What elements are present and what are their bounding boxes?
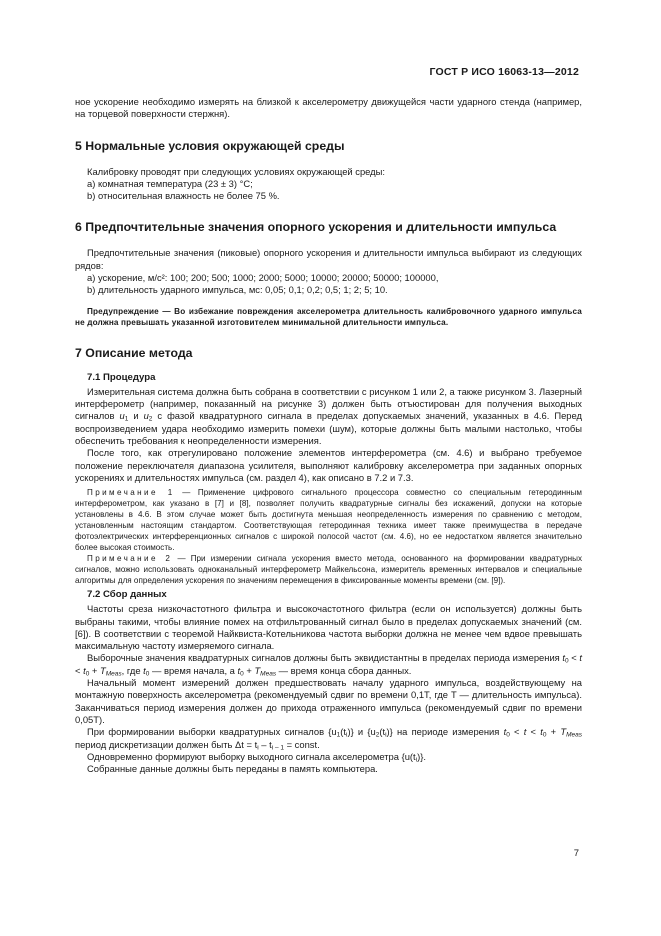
section-5-item-b: b) относительная влажность не более 75 %. [87, 190, 280, 202]
section-5-item-a: a) комнатная температура (23 ± 3) °С; [87, 177, 253, 189]
paragraph-7-2-3: Начальный момент измерений должен предшествовать началу ударного импульса, воздействующему на монтажную поверхность акселерометра (рекомендуемый сдвиг по времени 0,1T, где T — длительность импульса). Заканчиваться период измерения должен до прихода отраженного импульса (рекомендуемый сдвиг по времени 0,05T). [75, 677, 582, 725]
section-6-title: 6 Предпочтительные значения опорного ускорения и длительности импульса [75, 220, 557, 235]
page-number: 7 [573, 848, 579, 859]
warning-note: Предупреждение — Во избежание повреждения акселерометра длительность калибровочного ударного импульса не должна превышать указанной изготовителем минимальной длительности импульса. [75, 306, 582, 328]
paragraph-7-2-4: При формировании выборки квадратурных сигналов $\{u_1(t_i)\}$ и $\{u_2(t_i)\}$ на периоде измерения $t_0 < t < t_0 + T_{Meas}$ период дискретизации должен быть $\Delta t = t_i - t_{i - 1}$ = const. [75, 726, 583, 751]
intro-paragraph: ное ускорение необходимо измерять на близкой к акселерометру движущейся части ударного стенда (например, на торцевой поверхности стержня). [75, 96, 582, 120]
section-5-title: 5 Нормальные условия окружающей среды [75, 138, 345, 153]
subsection-7-2-title: 7.2 Сбор данных [87, 589, 167, 601]
section-6-item-a: a) ускорение, м/с²: 100; 200; 500; 1000; 2000; 5000; 10000; 20000; 50000; 100000, [87, 272, 439, 284]
paragraph-7-2-5: Одновременно формируют выборку выходного сигнала акселерометра $\{u(t_i)\}$. [87, 750, 426, 764]
subsection-7-1-title: 7.1 Процедура [87, 371, 156, 383]
page-content [75, 96, 582, 775]
document-header: ГОСТ Р ИСО 16063-13—2012 [429, 66, 579, 78]
paragraph-7-2-2: Выборочные значения квадратурных сигналов должны быть эквидистантны в пределах периода измерения $t_0 < t < t_0 + T_{Meas}$, где $t_0$ — время начала, а $t_0 + T_{Meas}$ — время конца сбора данных. [75, 652, 583, 678]
section-7-title: 7 Описание метода [75, 345, 193, 360]
paragraph-7-2-1: Частоты среза низкочастотного фильтра и высокочастотного фильтра (если он используется) должны быть выбраны такими, чтобы влияние помех на отфильтрованный сигнал было в пределах допускаемых значений (см. [6]). В соответствии с теоремой Найквиста-Котельникова частота выборки должна не менее чем вдвое превышать максимальную частоту измеряемого сигнала. [75, 603, 582, 652]
paragraph-7-2-6: Собранные данные должны быть переданы в память компьютера. [87, 763, 378, 775]
note-2: Примечание 2 — При измерении сигнала ускорения вместо метода, основанного на формировании квадратурных сигналов, можно использовать одноканальный интерферометр Майкельсона, измеритель временных интервалов и специальные алгоритмы для определения ускорения по значениям перемещения в фиксированные моменты времени (см. [9]). [75, 554, 582, 586]
section-6-lead: Предпочтительные значения (пиковые) опорного ускорения и длительности импульса выбирают из следующих рядов: [75, 247, 582, 271]
section-5-lead: Калибровку проводят при следующих условиях окружающей среды: [87, 165, 385, 177]
paragraph-7-1-1: Измерительная система должна быть собрана в соответствии с рисунком 1 или 2, а также рисунком 3. Лазерный интерферометр (например, показанный на рисунке 3) должен быть отъюстирован для получения выходных сигналов $u_1$ и $u_2$ с фазой квадратурного сигнала в пределах допускаемых значений, указанных в 4.6. Перед воспроизведением удара необходимо измерить помехи (шум), которые должны быть малыми настолько, чтобы обеспечить требования к неопределенности измерения. [75, 385, 582, 447]
note-1: Примечание 1 — Применение цифрового сигнального процессора совместно со специальным гетеродинным интерферометром, как указано в [7] и [8], позволяет получить квадратурные сигналы без искажений, допуски на которые установлены в 4.6. В этом случае может быть достигнута меньшая неопределенность измерения по сравнению с методом, установленным настоящим стандартом. Соответствующая гетеродинная техника имеет также преимущества в передаче фотоэлектрических интерференционных сигналов с широкой полосой частот (см. 4.6), но ее недостатком является значительно более высокая стоимость. [75, 488, 582, 553]
paragraph-7-1-2: После того, как отрегулировано положение элементов интерферометра (см. 4.6) и выбрано требуемое положение переключателя диапазона усилителя, выполняют калибровку акселерометра при заданных опорных ускорениях и длительностях импульса (см. раздел 4), как описано в 7.2 и 7.3. [75, 447, 582, 483]
section-6-item-b: b) длительность ударного импульса, мс: 0,05; 0,1; 0,2; 0,5; 1; 2; 5; 10. [87, 284, 388, 296]
